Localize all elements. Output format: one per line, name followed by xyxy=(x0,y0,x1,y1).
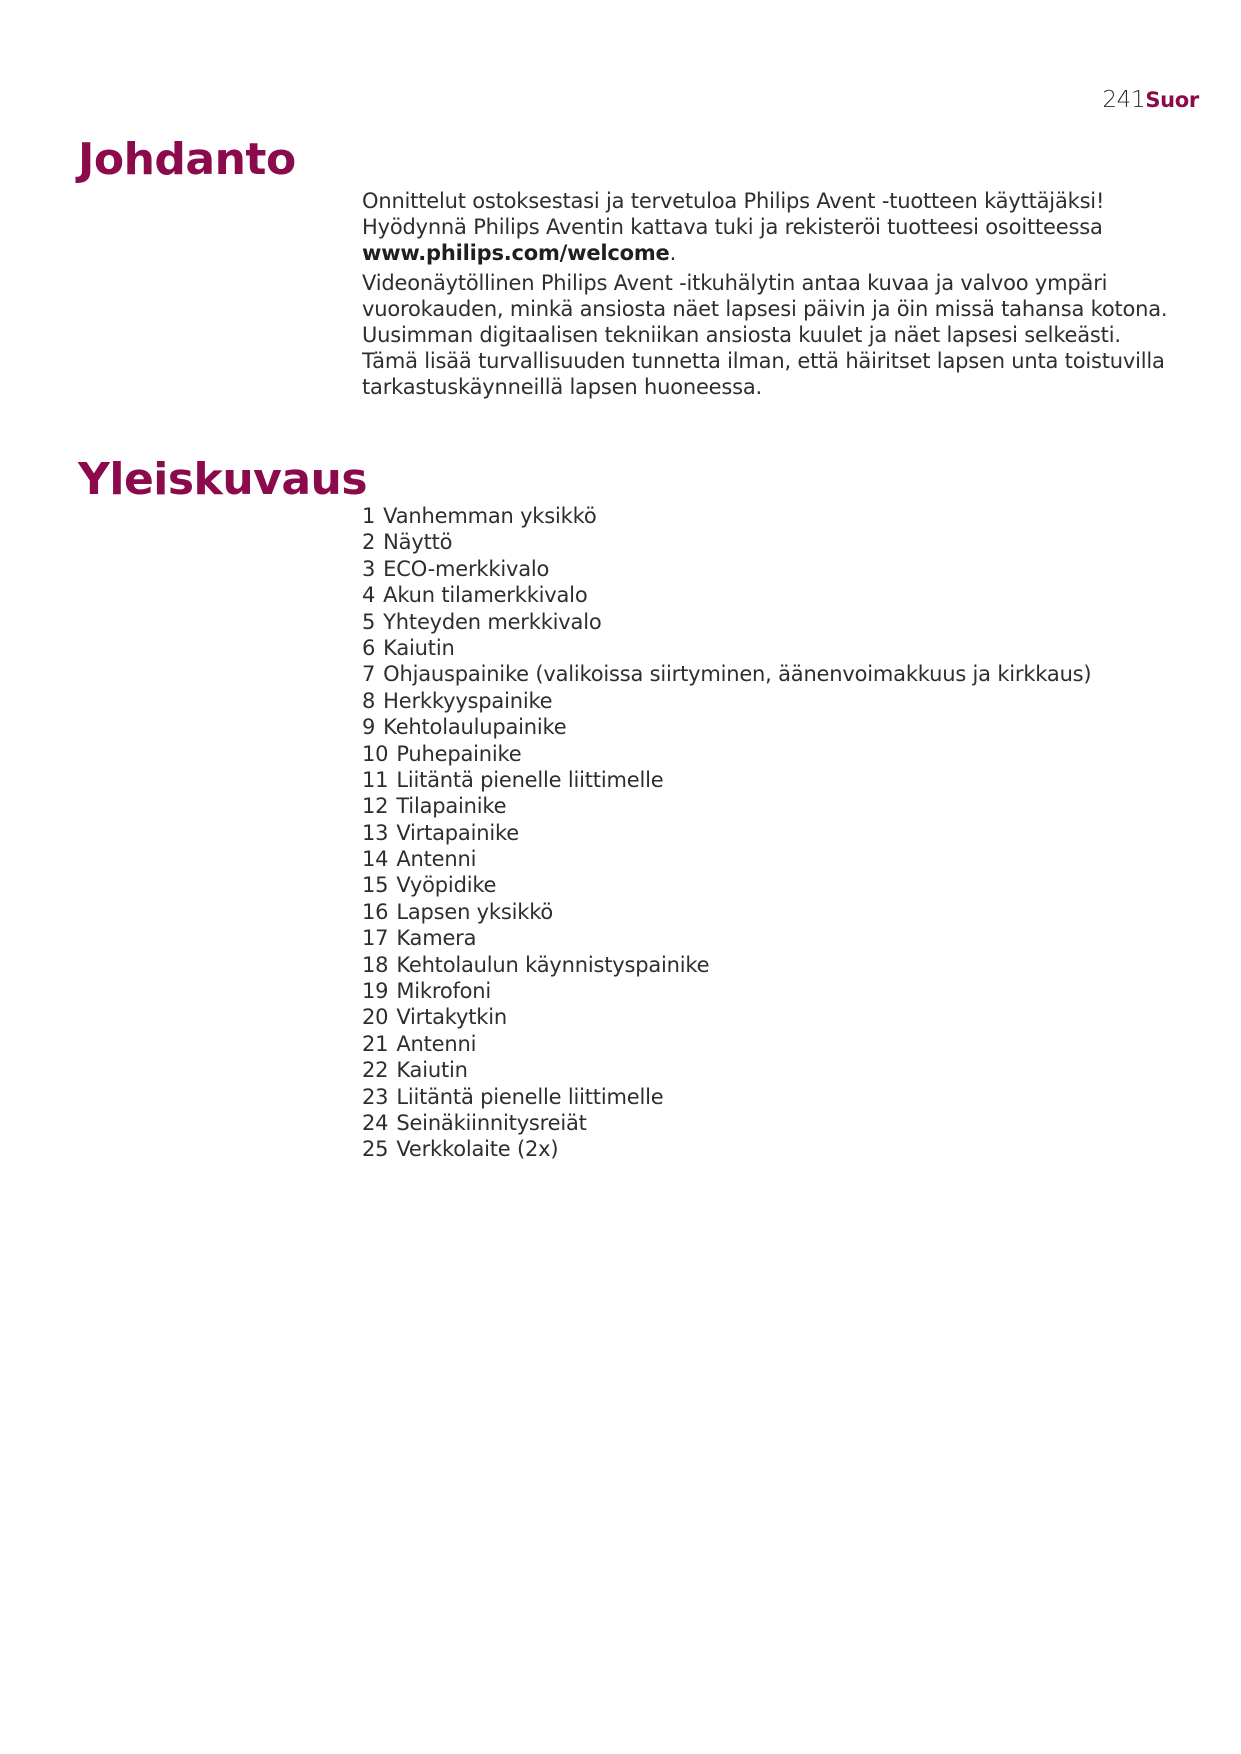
list-item xyxy=(362,609,1182,635)
list-item xyxy=(362,978,1182,1004)
list-item-number: 17 xyxy=(362,926,389,951)
list-item xyxy=(362,872,1182,898)
list-item-label: Virtakytkin xyxy=(396,1005,507,1030)
list-item-number: 18 xyxy=(362,952,389,977)
page-number: 241 xyxy=(1102,87,1146,113)
list-item xyxy=(362,1031,1182,1057)
list-item xyxy=(362,635,1182,661)
overview-list xyxy=(362,503,1182,1163)
list-item-number: 10 xyxy=(362,741,389,766)
intro-paragraph-1-end: . xyxy=(669,241,677,265)
list-item-label: Mikrofoni xyxy=(396,979,492,1004)
intro-body xyxy=(362,188,1182,404)
list-item xyxy=(362,1057,1182,1083)
list-item-label: Liitäntä pienelle liittimelle xyxy=(396,767,664,792)
list-item xyxy=(362,1084,1182,1110)
list-item-number: 13 xyxy=(362,820,389,845)
list-item xyxy=(362,688,1182,714)
list-item-label: Lapsen yksikkö xyxy=(396,899,554,924)
list-item-label: Antenni xyxy=(396,847,477,872)
list-item xyxy=(362,1110,1182,1136)
list-item-label: Antenni xyxy=(396,1031,477,1056)
list-item-label: Vanhemman yksikkö xyxy=(383,504,597,528)
list-item-number: 21 xyxy=(362,1031,389,1056)
list-item-label: Kaiutin xyxy=(396,1058,468,1083)
list-item-label: Liitäntä pienelle liittimelle xyxy=(396,1084,664,1109)
list-item xyxy=(362,793,1182,819)
list-item-label: Akun tilamerkkivalo xyxy=(383,583,588,608)
list-item xyxy=(362,767,1182,793)
list-item-label: Herkkyyspainike xyxy=(383,688,553,713)
list-item-number: 6 xyxy=(362,635,376,660)
list-item-label: Virtapainike xyxy=(396,820,519,845)
list-item-number: 8 xyxy=(362,688,376,713)
list-item xyxy=(362,714,1182,740)
list-item-number: 19 xyxy=(362,979,389,1004)
list-item-number: 23 xyxy=(362,1084,389,1109)
intro-paragraph-1 xyxy=(362,188,1182,266)
list-item-label: Kaiutin xyxy=(383,635,455,660)
language-label: Suor xyxy=(1145,88,1199,112)
page-header xyxy=(1102,86,1199,114)
list-item-number: 20 xyxy=(362,1005,389,1030)
section-title-overview: Yleiskuvaus xyxy=(78,454,368,505)
list-item-label: Kehtolaulun käynnistyspainike xyxy=(396,952,710,977)
list-item xyxy=(362,1004,1182,1030)
list-item-number: 22 xyxy=(362,1058,389,1083)
list-item-label: Ohjauspainike (valikoissa siirtyminen, äänenvoimakkuus ja kirkkaus) xyxy=(383,662,1092,687)
list-item xyxy=(362,741,1182,767)
list-item xyxy=(362,952,1182,978)
list-item-label: Näyttö xyxy=(383,530,453,555)
list-item-label: Tilapainike xyxy=(396,794,507,819)
list-item-label: Vyöpidike xyxy=(396,873,497,898)
list-item xyxy=(362,925,1182,951)
list-item xyxy=(362,529,1182,555)
list-item xyxy=(362,503,1182,529)
list-item-label: Verkkolaite (2x) xyxy=(396,1137,559,1162)
list-item xyxy=(362,899,1182,925)
list-item xyxy=(362,846,1182,872)
list-item-number: 5 xyxy=(362,609,376,634)
intro-paragraph-2: Videonäytöllinen Philips Avent -itkuhälytin antaa kuvaa ja valvoo ympäri vuorokauden, minkä ansiosta näet lapsesi päivin ja öin missä tahansa kotona. Uusimman digitaalisen tekniikan ansiosta kuulet ja näet lapsesi selkeästi. Tämä lisää turvallisuuden tunnetta ilman, että häiritset lapsen unta toistuvilla tarkastuskäynneillä lapsen huoneessa. xyxy=(362,271,1168,399)
list-item-number: 1 xyxy=(362,504,376,528)
list-item-number: 2 xyxy=(362,530,376,555)
list-item-number: 3 xyxy=(362,556,376,581)
list-item-number: 14 xyxy=(362,847,389,872)
list-item-number: 12 xyxy=(362,794,389,819)
list-item-number: 24 xyxy=(362,1110,389,1135)
list-item-number: 15 xyxy=(362,873,389,898)
list-item-label: Seinäkiinnitysreiät xyxy=(396,1110,587,1135)
intro-paragraph-1-text: Onnittelut ostoksestasi ja tervetuloa Philips Avent -tuotteen käyttäjäksi! Hyödynnä Philips Aventin kattava tuki ja rekisteröi tuotteesi osoitteessa xyxy=(362,189,1105,239)
list-item-number: 11 xyxy=(362,767,389,792)
list-item-label: Yhteyden merkkivalo xyxy=(383,609,602,634)
list-item-label: ECO-merkkivalo xyxy=(383,556,550,581)
list-item-number: 9 xyxy=(362,715,376,740)
list-item-number: 4 xyxy=(362,583,376,608)
list-item xyxy=(362,661,1182,687)
list-item xyxy=(362,1136,1182,1162)
list-item xyxy=(362,820,1182,846)
list-item-label: Puhepainike xyxy=(396,741,522,766)
section-title-intro: Johdanto xyxy=(78,134,296,185)
welcome-url: www.philips.com/welcome xyxy=(362,241,670,265)
list-item-number: 16 xyxy=(362,899,389,924)
list-item-label: Kehtolaulupainike xyxy=(383,715,567,740)
list-item xyxy=(362,556,1182,582)
list-item-number: 25 xyxy=(362,1137,389,1162)
list-item xyxy=(362,582,1182,608)
list-item-number: 7 xyxy=(362,662,376,687)
list-item-label: Kamera xyxy=(396,926,477,951)
